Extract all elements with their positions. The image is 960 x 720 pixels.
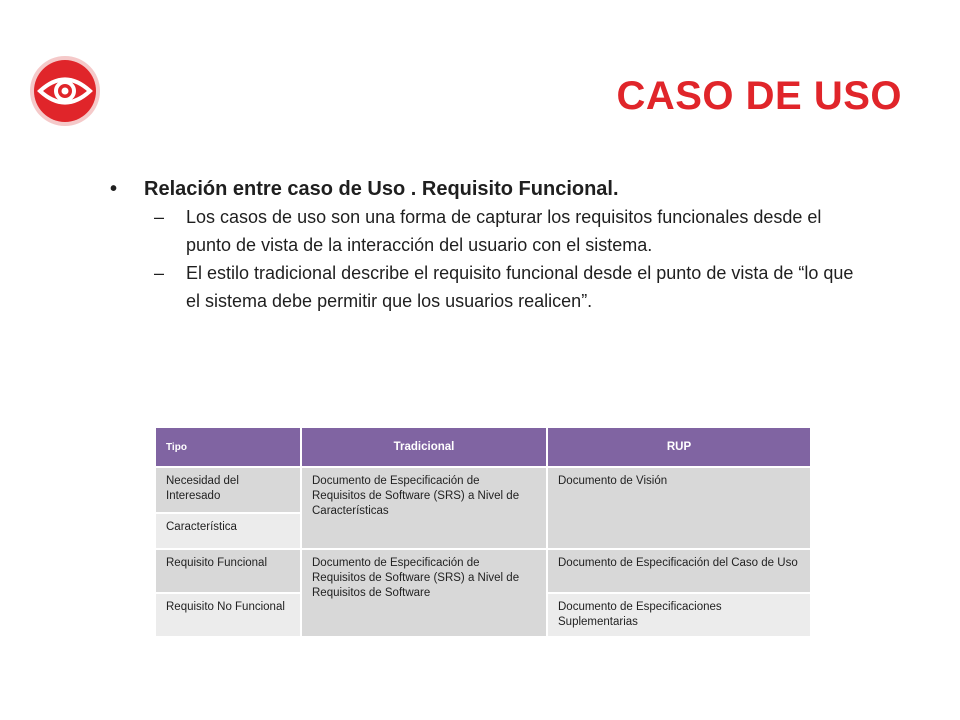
eye-icon [28,54,102,128]
column-header: RUP [547,427,811,467]
table-row [155,467,811,513]
table-cell: Documento de Especificaciones Suplementarias [547,593,811,637]
table-cell: Requisito No Funcional [155,593,301,637]
table-cell: Requisito Funcional [155,549,301,593]
page-title: CASO DE USO [616,74,902,118]
sub-item [154,203,880,259]
table-cell: Característica [155,513,301,549]
eye-logo [28,54,102,128]
table-cell: Documento de Especificación de Requisitos de Software (SRS) a Nivel de Requisitos de Software [301,549,547,637]
table-row [155,549,811,593]
table-cell: Documento de Especificación de Requisitos de Software (SRS) a Nivel de Características [301,467,547,549]
sub-item-text: El estilo tradicional describe el requisito funcional desde el punto de vista de “lo que el sistema debe permitir que los usuarios realicen”. [186,263,854,311]
sub-item-text: Los casos de uso son una forma de capturar los requisitos funcionales desde el punto de vista de la interacción del usuario con el sistema. [186,207,822,255]
slide-body [110,175,880,315]
table-cell: Necesidad del Interesado [155,467,301,513]
bullet-dot: • [110,178,118,200]
table-cell: Documento de Especificación del Caso de Uso [547,549,811,593]
bullet-text: Relación entre caso de Uso . Requisito Funcional. [144,178,619,200]
column-header: Tradicional [301,427,547,467]
dash-marker: – [154,207,165,227]
sub-item [154,259,880,315]
bullet-item [110,175,880,203]
column-header: Tipo [155,427,301,467]
dash-marker: – [154,263,165,283]
table-header-row [155,427,811,467]
comparison-table [154,426,812,638]
table-cell: Documento de Visión [547,467,811,549]
